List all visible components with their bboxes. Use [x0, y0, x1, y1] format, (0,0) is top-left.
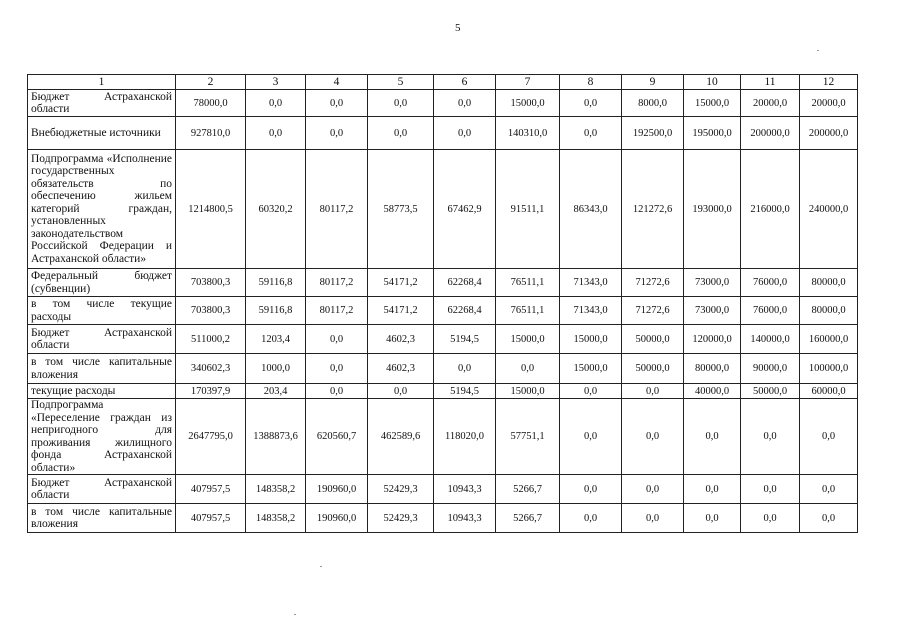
value-cell: 80117,2 — [306, 150, 368, 269]
value-cell: 140000,0 — [741, 325, 800, 354]
value-cell: 0,0 — [622, 504, 684, 533]
value-cell: 703800,3 — [176, 269, 246, 297]
row-label: Бюджет Астраханской области — [28, 90, 176, 117]
value-cell: 60320,2 — [246, 150, 306, 269]
value-cell: 73000,0 — [684, 269, 741, 297]
value-cell: 62268,4 — [434, 297, 496, 325]
scan-speck — [320, 566, 322, 567]
value-cell: 100000,0 — [800, 354, 858, 384]
value-cell: 140310,0 — [496, 117, 560, 150]
value-cell: 5194,5 — [434, 384, 496, 399]
table-row — [28, 475, 858, 504]
value-cell: 0,0 — [741, 475, 800, 504]
value-cell: 5266,7 — [496, 475, 560, 504]
table-row — [28, 269, 858, 297]
column-header: 5 — [368, 75, 434, 90]
value-cell: 120000,0 — [684, 325, 741, 354]
value-cell: 10943,3 — [434, 504, 496, 533]
value-cell: 86343,0 — [560, 150, 622, 269]
value-cell: 1214800,5 — [176, 150, 246, 269]
value-cell: 52429,3 — [368, 475, 434, 504]
value-cell: 78000,0 — [176, 90, 246, 117]
value-cell: 0,0 — [434, 117, 496, 150]
row-label: Бюджет Астраханской области — [28, 325, 176, 354]
value-cell: 192500,0 — [622, 117, 684, 150]
column-header: 3 — [246, 75, 306, 90]
value-cell: 57751,1 — [496, 399, 560, 475]
value-cell: 40000,0 — [684, 384, 741, 399]
value-cell: 50000,0 — [622, 354, 684, 384]
value-cell: 73000,0 — [684, 297, 741, 325]
value-cell: 0,0 — [622, 399, 684, 475]
value-cell: 60000,0 — [800, 384, 858, 399]
row-label: Бюджет Астраханской области — [28, 475, 176, 504]
value-cell: 0,0 — [741, 504, 800, 533]
column-header: 10 — [684, 75, 741, 90]
value-cell: 118020,0 — [434, 399, 496, 475]
column-header: 11 — [741, 75, 800, 90]
value-cell: 0,0 — [368, 384, 434, 399]
scan-speck — [817, 50, 819, 51]
value-cell: 54171,2 — [368, 297, 434, 325]
column-header: 9 — [622, 75, 684, 90]
value-cell: 91511,1 — [496, 150, 560, 269]
row-label: в том числе капитальные вложения — [28, 504, 176, 533]
value-cell: 15000,0 — [560, 325, 622, 354]
value-cell: 927810,0 — [176, 117, 246, 150]
value-cell: 15000,0 — [684, 90, 741, 117]
value-cell: 0,0 — [800, 504, 858, 533]
table-row — [28, 90, 858, 117]
value-cell: 0,0 — [434, 354, 496, 384]
row-label: Подпрограмма «Переселение граждан из непригодного для проживания жилищного фонда Астраханской области» — [28, 399, 176, 475]
value-cell: 193000,0 — [684, 150, 741, 269]
value-cell: 216000,0 — [741, 150, 800, 269]
value-cell: 0,0 — [560, 90, 622, 117]
value-cell: 0,0 — [306, 384, 368, 399]
budget-table — [27, 74, 858, 533]
value-cell: 5194,5 — [434, 325, 496, 354]
value-cell: 1000,0 — [246, 354, 306, 384]
column-header: 12 — [800, 75, 858, 90]
value-cell: 0,0 — [306, 117, 368, 150]
value-cell: 340602,3 — [176, 354, 246, 384]
value-cell: 5266,7 — [496, 504, 560, 533]
value-cell: 0,0 — [560, 384, 622, 399]
value-cell: 71272,6 — [622, 297, 684, 325]
column-header: 4 — [306, 75, 368, 90]
table-row — [28, 504, 858, 533]
value-cell: 0,0 — [622, 384, 684, 399]
value-cell: 407957,5 — [176, 504, 246, 533]
value-cell: 0,0 — [800, 475, 858, 504]
value-cell: 4602,3 — [368, 325, 434, 354]
value-cell: 20000,0 — [800, 90, 858, 117]
value-cell: 0,0 — [368, 117, 434, 150]
value-cell: 200000,0 — [800, 117, 858, 150]
value-cell: 71343,0 — [560, 269, 622, 297]
value-cell: 0,0 — [622, 475, 684, 504]
value-cell: 50000,0 — [741, 384, 800, 399]
value-cell: 703800,3 — [176, 297, 246, 325]
value-cell: 80117,2 — [306, 297, 368, 325]
value-cell: 0,0 — [368, 90, 434, 117]
value-cell: 0,0 — [800, 399, 858, 475]
row-label: Внебюджетные источники — [28, 117, 176, 150]
value-cell: 0,0 — [560, 117, 622, 150]
value-cell: 190960,0 — [306, 475, 368, 504]
value-cell: 0,0 — [684, 399, 741, 475]
value-cell: 59116,8 — [246, 297, 306, 325]
column-header: 2 — [176, 75, 246, 90]
column-header: 1 — [28, 75, 176, 90]
value-cell: 54171,2 — [368, 269, 434, 297]
value-cell: 0,0 — [741, 399, 800, 475]
value-cell: 0,0 — [496, 354, 560, 384]
value-cell: 0,0 — [434, 90, 496, 117]
column-header: 8 — [560, 75, 622, 90]
row-label: в том числе капитальные вложения — [28, 354, 176, 384]
value-cell: 80000,0 — [800, 297, 858, 325]
table-row — [28, 117, 858, 150]
value-cell: 160000,0 — [800, 325, 858, 354]
value-cell: 190960,0 — [306, 504, 368, 533]
value-cell: 203,4 — [246, 384, 306, 399]
value-cell: 10943,3 — [434, 475, 496, 504]
value-cell: 0,0 — [306, 325, 368, 354]
value-cell: 0,0 — [246, 90, 306, 117]
value-cell: 8000,0 — [622, 90, 684, 117]
value-cell: 15000,0 — [496, 90, 560, 117]
value-cell: 67462,9 — [434, 150, 496, 269]
value-cell: 71343,0 — [560, 297, 622, 325]
table-row — [28, 384, 858, 399]
value-cell: 462589,6 — [368, 399, 434, 475]
value-cell: 1203,4 — [246, 325, 306, 354]
value-cell: 195000,0 — [684, 117, 741, 150]
page-number: 5 — [455, 22, 461, 34]
value-cell: 240000,0 — [800, 150, 858, 269]
value-cell: 407957,5 — [176, 475, 246, 504]
value-cell: 20000,0 — [741, 90, 800, 117]
header-row — [28, 75, 858, 90]
value-cell: 620560,7 — [306, 399, 368, 475]
table-row — [28, 297, 858, 325]
value-cell: 0,0 — [560, 399, 622, 475]
row-label: Подпрограмма «Исполнение государственных обязательств по обеспечению жильем категорий граждан, установленных законодательством Российской Федерации и Астраханской области» — [28, 150, 176, 269]
value-cell: 62268,4 — [434, 269, 496, 297]
value-cell: 52429,3 — [368, 504, 434, 533]
value-cell: 0,0 — [306, 354, 368, 384]
value-cell: 0,0 — [560, 504, 622, 533]
value-cell: 50000,0 — [622, 325, 684, 354]
value-cell: 15000,0 — [496, 325, 560, 354]
value-cell: 200000,0 — [741, 117, 800, 150]
value-cell: 80000,0 — [800, 269, 858, 297]
value-cell: 15000,0 — [496, 384, 560, 399]
value-cell: 76000,0 — [741, 269, 800, 297]
value-cell: 4602,3 — [368, 354, 434, 384]
row-label: Федеральный бюджет (субвенции) — [28, 269, 176, 297]
table-row — [28, 150, 858, 269]
value-cell: 80000,0 — [684, 354, 741, 384]
value-cell: 15000,0 — [560, 354, 622, 384]
value-cell: 0,0 — [684, 475, 741, 504]
row-label: текущие расходы — [28, 384, 176, 399]
value-cell: 1388873,6 — [246, 399, 306, 475]
scan-speck — [294, 614, 296, 615]
value-cell: 0,0 — [684, 504, 741, 533]
table-row — [28, 354, 858, 384]
value-cell: 76511,1 — [496, 269, 560, 297]
value-cell: 148358,2 — [246, 504, 306, 533]
value-cell: 511000,2 — [176, 325, 246, 354]
column-header: 6 — [434, 75, 496, 90]
value-cell: 148358,2 — [246, 475, 306, 504]
value-cell: 90000,0 — [741, 354, 800, 384]
value-cell: 121272,6 — [622, 150, 684, 269]
value-cell: 0,0 — [560, 475, 622, 504]
value-cell: 58773,5 — [368, 150, 434, 269]
table-row — [28, 325, 858, 354]
column-header: 7 — [496, 75, 560, 90]
value-cell: 170397,9 — [176, 384, 246, 399]
row-label: в том числе текущие расходы — [28, 297, 176, 325]
value-cell: 0,0 — [246, 117, 306, 150]
value-cell: 76511,1 — [496, 297, 560, 325]
value-cell: 2647795,0 — [176, 399, 246, 475]
value-cell: 0,0 — [306, 90, 368, 117]
value-cell: 80117,2 — [306, 269, 368, 297]
value-cell: 59116,8 — [246, 269, 306, 297]
table-row — [28, 399, 858, 475]
value-cell: 71272,6 — [622, 269, 684, 297]
value-cell: 76000,0 — [741, 297, 800, 325]
